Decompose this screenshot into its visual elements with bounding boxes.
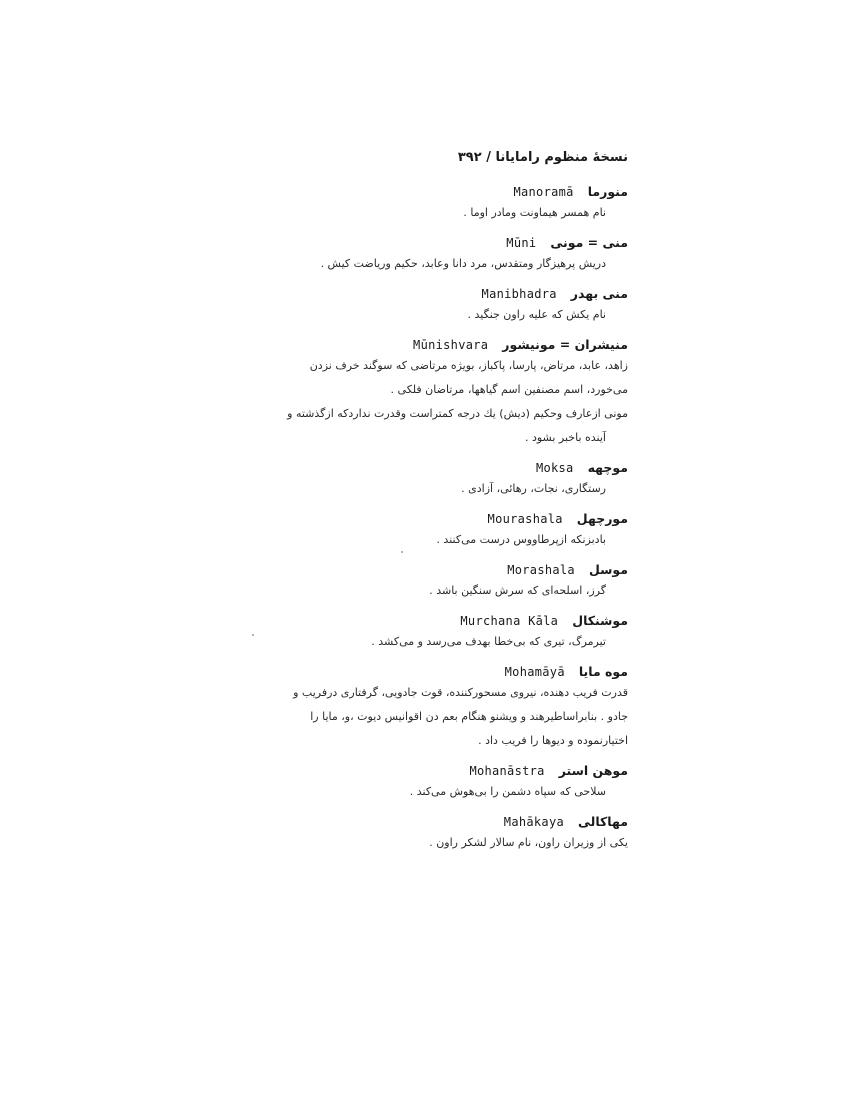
- scan-speck: [401, 551, 403, 553]
- headword-persian: موشنکال: [572, 613, 628, 628]
- definition-line: اختیارنموده و دیوها را فریب داد .: [478, 734, 628, 747]
- definition-line: دریش پرهیزگار ومتقدس، مرد دانا وعابد، حکیم وریاضت کیش .: [320, 257, 606, 270]
- dictionary-entry: [230, 811, 628, 855]
- headword-persian: منورما: [587, 184, 628, 199]
- headword-persian: منیشران = مونیشور: [502, 337, 628, 352]
- headword-latin: Mourashala: [487, 512, 563, 526]
- dictionary-entry: [230, 610, 628, 654]
- dictionary-entry: [230, 283, 628, 327]
- headword-latin: Mahākaya: [503, 815, 564, 829]
- definition-line: می‌خورد، اسم مصنفین اسم گیاهها، مرتاضان فلکی .: [390, 383, 628, 396]
- entry-definition: [230, 780, 628, 804]
- definition-line: جادو . بنابراساطیرهند و ویشنو هنگام بعم دن اقوانیس دیوت ،و، مایا را: [310, 710, 628, 723]
- dictionary-entry: [230, 232, 628, 276]
- entry-headline: [230, 610, 628, 630]
- definition-line: سلاحی که سپاه دشمن را بی‌هوش می‌کند .: [409, 785, 606, 798]
- entry-definition: [230, 252, 628, 276]
- dictionary-entry: [230, 508, 628, 552]
- headword-latin: Mohanāstra: [469, 764, 545, 778]
- entry-headline: [230, 559, 628, 579]
- entry-definition: [230, 579, 628, 603]
- entry-definition: [230, 201, 628, 225]
- entry-definition: [230, 831, 628, 855]
- entry-headline: [230, 334, 628, 354]
- entry-definition: [230, 528, 628, 552]
- headword-persian: موچهه: [587, 460, 628, 475]
- dictionary-entry: [230, 760, 628, 804]
- dictionary-entry: [230, 334, 628, 450]
- definition-line: قدرت فریب دهنده، نیروی مسحورکننده، قوت جادویی، گرفتاری درفریب و: [293, 686, 628, 699]
- headword-persian: مهاکالی: [578, 814, 628, 829]
- definition-line: یکی از وزیران راون، نام سالار لشکر راون .: [429, 836, 628, 849]
- definition-line: زاهد، عابد، مرتاض، پارسا، پاکباز، بویژه مرتاضی که سوگند خرف نزدن: [309, 359, 628, 372]
- entry-headline: [230, 811, 628, 831]
- dictionary-entry: [230, 457, 628, 501]
- dictionary-entry: [230, 661, 628, 753]
- definition-line: آینده باخبر بشود .: [524, 431, 606, 444]
- headword-persian: موهن استر: [558, 763, 628, 778]
- running-head: نسخهٔ منظوم رامایانا / ۳۹۲: [457, 150, 628, 165]
- definition-line: بادبزنکه ازپرطاووس درست می‌کنند .: [436, 533, 606, 546]
- scan-speck: [252, 634, 254, 636]
- definition-line: نام یکش که علیه راون جنگید .: [467, 308, 606, 321]
- entry-headline: [230, 283, 628, 303]
- entry-headline: [230, 661, 628, 681]
- entry-definition: [230, 303, 628, 327]
- definition-line: تیرمرگ، تیری که بی‌خطا بهدف می‌رسد و می‌کشد .: [371, 635, 606, 648]
- definition-line: رستگاری، نجات، رهائی، آزادی .: [461, 482, 606, 495]
- headword-latin: Manibhadra: [481, 287, 557, 301]
- entry-definition: [230, 354, 628, 450]
- headword-latin: Manoramā: [513, 185, 574, 199]
- entry-headline: [230, 760, 628, 780]
- entry-headline: [230, 232, 628, 252]
- headword-persian: مورچهل: [576, 511, 628, 526]
- dictionary-entry: [230, 181, 628, 225]
- headword-latin: Murchana Kāla: [460, 614, 559, 628]
- entry-definition: [230, 630, 628, 654]
- entry-headline: [230, 508, 628, 528]
- entry-definition: [230, 477, 628, 501]
- headword-persian: موه مایا: [578, 664, 628, 679]
- definition-line: گرز، اسلحه‌ای که سرش سنگین باشد .: [429, 584, 606, 597]
- definition-line: نام همسر هیماونت ومادر اوما .: [463, 206, 606, 219]
- headword-persian: موسل: [588, 562, 628, 577]
- entry-headline: [230, 181, 628, 201]
- headword-latin: Moksa: [535, 461, 574, 475]
- definition-line: مونی ازعارف وحکیم (دیش) یك درجه کمتراست وقدرت نداردکه ازگذشته و: [287, 407, 628, 420]
- dictionary-entry: [230, 559, 628, 603]
- headword-latin: Mūnishvara: [413, 338, 489, 352]
- headword-persian: منی = مونی: [550, 235, 628, 250]
- dictionary-page: [230, 150, 628, 862]
- entry-definition: [230, 681, 628, 753]
- entry-headline: [230, 457, 628, 477]
- headword-latin: Mohamāyā: [504, 665, 565, 679]
- headword-latin: Morashala: [507, 563, 575, 577]
- headword-latin: Mūni: [506, 236, 537, 250]
- headword-persian: منی بهدر: [570, 286, 628, 301]
